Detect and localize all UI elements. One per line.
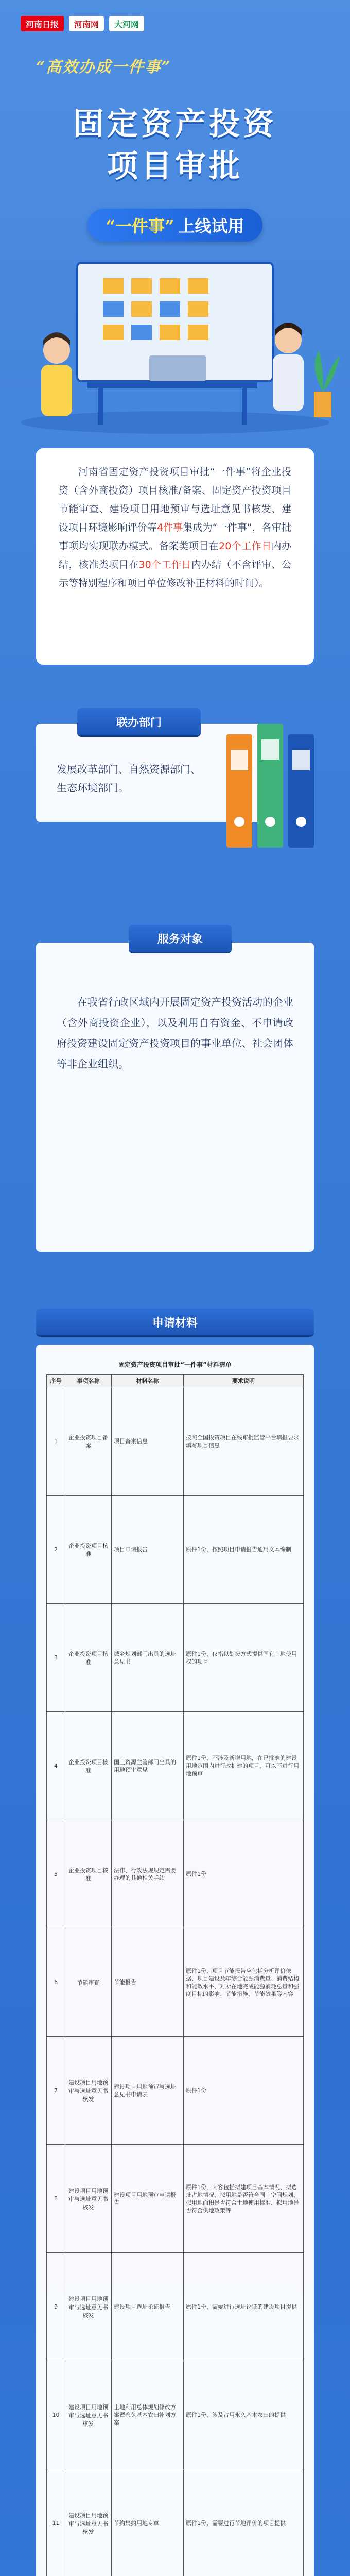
col-header-requirement: 要求说明 [184, 1375, 304, 1387]
cell-requirement: 原件1份，涉及占用永久基本农田的提供 [184, 2361, 304, 2469]
cell-material: 国土资源主管部门出具的用地预审意见 [112, 1712, 184, 1820]
cell-item: 建设项目用地预审与选址意见书核发 [65, 2469, 112, 2576]
table-row [47, 1496, 304, 1604]
cell-item: 建设项目用地预审与选址意见书核发 [65, 2145, 112, 2253]
cell-index: 8 [47, 2145, 65, 2253]
cell-index: 1 [47, 1387, 65, 1496]
cell-requirement: 原件1份，不涉及新增用地，在已批准的建设用地范围内进行改扩建的项目，可以不进行用地预审 [184, 1712, 304, 1820]
cell-material: 建设项目用地预审申请报告 [112, 2145, 184, 2253]
service-text: 在我省行政区域内开展固定资产投资活动的企业（含外商投资企业），以及利用自有资金、不申请政府投资建设固定资产投资项目的事业单位、社会团体等非企业组织。 [57, 996, 293, 1070]
cell-material: 城乡规划部门出具的选址意见书 [112, 1604, 184, 1712]
col-header-material: 材料名称 [112, 1375, 184, 1387]
service-title: 服务对象 [129, 925, 232, 952]
table-row [47, 1387, 304, 1496]
launch-ribbon [87, 209, 262, 242]
cell-index: 10 [47, 2361, 65, 2469]
table-row [47, 1928, 304, 2037]
cell-item: 企业投资项目备案 [65, 1387, 112, 1496]
table-row [47, 1820, 304, 1928]
service-box [36, 943, 314, 1252]
table-row [47, 1604, 304, 1712]
cell-index: 6 [47, 1928, 65, 2037]
cell-index: 4 [47, 1712, 65, 1820]
cell-item: 企业投资项目核准 [65, 1712, 112, 1820]
hero-title-line1: 固定资产投资 [73, 106, 277, 142]
cell-material: 节能报告 [112, 1928, 184, 2037]
cell-index: 3 [47, 1604, 65, 1712]
logo-henan-daily: 河南日报 [21, 16, 64, 31]
table-row [47, 2361, 304, 2469]
office-illustration [0, 252, 350, 438]
cell-requirement: 原件1份，按照项目申请报告通用文本编制 [184, 1496, 304, 1604]
cell-index: 11 [47, 2469, 65, 2576]
table-header-row [47, 1375, 304, 1387]
logo-bar [21, 12, 329, 35]
cell-material: 法律、行政法规规定需要办理的其他相关手续 [112, 1820, 184, 1928]
cell-material: 节约集约用地专章 [112, 2469, 184, 2576]
logo-dahe-net: 大河网 [109, 16, 144, 31]
cell-item: 企业投资项目核准 [65, 1604, 112, 1712]
binders-illustration [221, 714, 324, 853]
logo-henan-net: 河南网 [69, 16, 104, 31]
cell-requirement: 原件1份，需要进行节地评价的项目提供 [184, 2469, 304, 2576]
cell-index: 5 [47, 1820, 65, 1928]
cell-requirement: 原件1份，内容包括拟建项目基本情况、拟选址占地情况、拟用地是否符合国土空间规划、拟用地面积是否符合土地使用标准、拟用地是否符合供地政策等 [184, 2145, 304, 2253]
departments-line1: 发展改革部门、自然资源部门、 [57, 763, 201, 775]
table-row [47, 2145, 304, 2253]
table-row [47, 1712, 304, 1820]
col-header-item: 事项名称 [65, 1375, 112, 1387]
cell-material: 土地利用总体规划修改方案暨永久基本农田补划方案 [112, 2361, 184, 2469]
cell-requirement: 原件1份，项目节能报告应包括分析评价依据、项目建设及年综合能源消费量、消费结构和能效水平、对所在地完成能源消耗总量和强度目标的影响、节能措施、节能效果等内容 [184, 1928, 304, 2037]
cell-index: 7 [47, 2037, 65, 2145]
cell-item: 建设项目用地预审与选址意见书核发 [65, 2253, 112, 2361]
cell-index: 9 [47, 2253, 65, 2361]
hero-title-line2: 项目审批 [107, 148, 243, 184]
hero-title [0, 103, 350, 188]
col-header-index: 序号 [47, 1375, 65, 1387]
cell-item: 企业投资项目核准 [65, 1820, 112, 1928]
materials-title: 申请材料 [36, 1309, 314, 1335]
slogan: “高效办成一件事” [36, 58, 171, 76]
departments-line2: 生态环境部门。 [57, 782, 129, 794]
cell-item: 节能审查 [65, 1928, 112, 2037]
cell-item: 建设项目用地预审与选址意见书核发 [65, 2037, 112, 2145]
departments-title: 联办部门 [77, 708, 201, 735]
cell-item: 企业投资项目核准 [65, 1496, 112, 1604]
materials-table-caption: 固定资产投资项目审批“一件事”材料清单 [118, 1361, 232, 1368]
materials-box [36, 1345, 314, 2576]
cell-material: 项目申请报告 [112, 1496, 184, 1604]
ribbon-highlight: “一件事” [106, 216, 174, 236]
cell-requirement: 原件1份 [184, 2037, 304, 2145]
cell-requirement: 原件1份，需要进行选址论证的建设项目提供 [184, 2253, 304, 2361]
cell-requirement: 原件1份 [184, 1820, 304, 1928]
materials-table [46, 1374, 304, 2576]
cell-material: 建设项目用地预审与选址意见书申请表 [112, 2037, 184, 2145]
cell-index: 2 [47, 1496, 65, 1604]
intro-card [36, 448, 314, 665]
table-row [47, 2037, 304, 2145]
cell-requirement: 原件1份，仅指以划拨方式提供国有土地使用权的项目 [184, 1604, 304, 1712]
cell-material: 建设项目选址论证报告 [112, 2253, 184, 2361]
ribbon-text: 上线试用 [178, 216, 244, 236]
table-row [47, 2253, 304, 2361]
cell-material: 项目备案信息 [112, 1387, 184, 1496]
intro-paragraph: 河南省固定资产投资项目审批“一件事”将企业投资（含外商投资）项目核准/备案、固定资产投资项目节能审查、建设项目用地预审与选址意见书核发、建设项目环境影响评价等4件事集成为“一件事”，各审批事项均实现联办模式。备案类项目在20个工作日内办结，核准类项目在30个工作日内办结（不含评审、公示等特别程序和项目单位修改补正材料的时间）。 [59, 466, 291, 589]
cell-item: 建设项目用地预审与选址意见书核发 [65, 2361, 112, 2469]
table-row [47, 2469, 304, 2576]
cell-requirement: 按照全国投资项目在线审批监管平台填报要求填写项目信息 [184, 1387, 304, 1496]
